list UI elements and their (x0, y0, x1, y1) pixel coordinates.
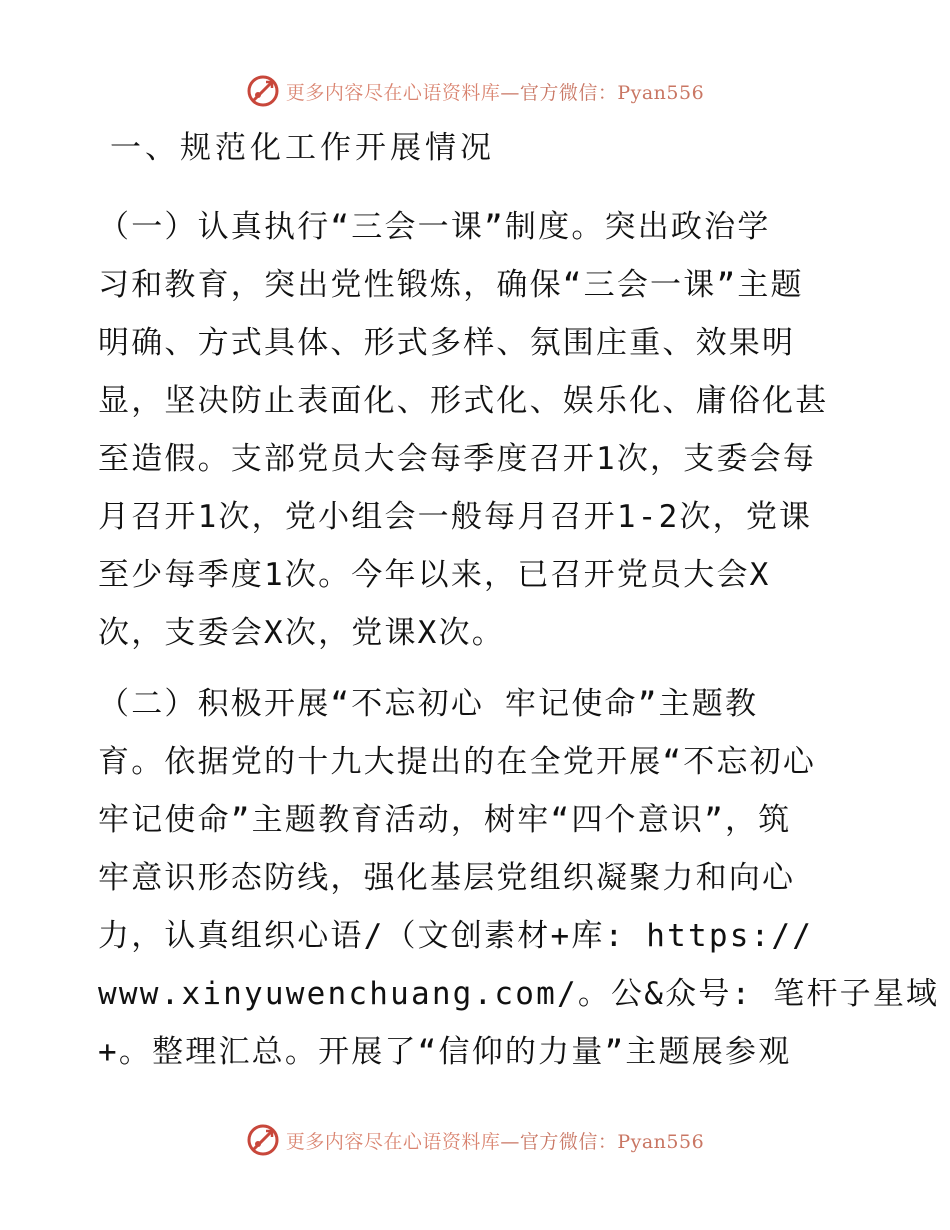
logo-icon (246, 74, 280, 108)
banner-wechat: 官方微信：Pyan556 (519, 81, 705, 104)
text-line: +。整理汇总。开展了“信仰的力量”主题展参观 (98, 1034, 792, 1070)
text-line: （一）认真执行“三会一课”制度。突出政治学 (98, 209, 771, 245)
banner-text (286, 1127, 704, 1154)
text-line: 明确、方式具体、形式多样、氛围庄重、效果明 (98, 325, 796, 361)
text-line: 月召开1次，党小组会一般每月召开1-2次，党课 (98, 499, 813, 535)
section-heading: 一、规范化工作开展情况 (110, 130, 495, 166)
text-line: （二）积极开展“不忘初心 牢记使命”主题教 (98, 686, 759, 722)
text-line: 次，支委会X次，党课X次。 (98, 615, 505, 651)
paragraph-1 (98, 198, 858, 662)
text-line: 力，认真组织心语/（文创素材+库: https:// (98, 918, 814, 954)
text-line: 育。依据党的十九大提出的在全党开展“不忘初心 (98, 744, 817, 780)
banner-separator: — (500, 1130, 520, 1153)
logo-icon (246, 1123, 280, 1157)
banner-title: 更多内容尽在心语资料库 (285, 81, 501, 104)
banner-separator: — (500, 81, 520, 104)
banner-text (286, 78, 704, 105)
banner-wechat: 官方微信：Pyan556 (519, 1130, 705, 1153)
text-line: 习和教育，突出党性锻炼，确保“三会一课”主题 (98, 267, 804, 303)
header-banner (0, 71, 950, 111)
paragraph-2 (98, 675, 940, 1081)
text-line: 牢记使命”主题教育活动，树牢“四个意识”，筑 (98, 802, 792, 838)
banner-title: 更多内容尽在心语资料库 (285, 1130, 501, 1153)
text-line: www.xinyuwenchuang.com/。公&众号: 笔杆子星域 (98, 976, 940, 1012)
text-line: 牢意识形态防线，强化基层党组织凝聚力和向心 (98, 860, 796, 896)
text-line: 显，坚决防止表面化、形式化、娱乐化、庸俗化甚 (98, 383, 829, 419)
text-line: 至少每季度1次。今年以来，已召开党员大会X (98, 557, 771, 593)
text-line: 至造假。支部党员大会每季度召开1次，支委会每 (98, 441, 817, 477)
document-body (98, 124, 940, 1094)
footer-banner (0, 1120, 950, 1160)
